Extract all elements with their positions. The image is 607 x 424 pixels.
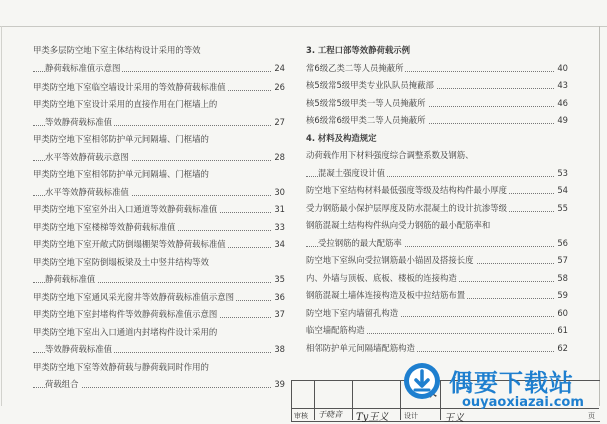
toc-page-number: 24 (274, 62, 285, 73)
toc-page-number: 56 (557, 237, 568, 248)
toc-entry-title: 4. 材料及构造规定 (306, 132, 377, 143)
toc-page-number: 62 (557, 342, 568, 353)
toc-entry (306, 308, 568, 319)
toc-entry (33, 99, 285, 110)
toc-page-number: 49 (557, 115, 568, 125)
toc-page-number: 46 (557, 97, 568, 108)
design-label: 设计 (404, 412, 418, 420)
toc-entry (306, 220, 568, 231)
page-label: 页 (588, 412, 595, 420)
toc-entry (306, 185, 568, 196)
toc-page-number: 60 (557, 307, 568, 318)
toc-entry-title: 等效静荷载标准值 (45, 344, 112, 354)
toc-entry (306, 80, 568, 91)
toc-entry (33, 344, 285, 355)
sheet-top-border (0, 26, 607, 27)
toc-page-number: 31 (274, 204, 285, 214)
toc-entry (306, 273, 568, 284)
toc-entry (33, 134, 285, 145)
toc-entry-title: 核5级常5级甲类专业队队员掩蔽部 (306, 80, 434, 90)
toc-page-number: 35 (274, 274, 285, 284)
toc-page-number: 36 (274, 291, 285, 302)
toc-entry-title: 混凝土强度设计值 (318, 167, 385, 178)
toc-entry (306, 98, 568, 109)
toc-entry (33, 379, 285, 390)
toc-entry-title: 甲类防空地下室封堵构件等效静荷载标准值示意图 (33, 309, 218, 319)
toc-entry-title: 静荷载标准值 (45, 274, 96, 284)
toc-entry-title: 3. 工程口部等效静荷载示例 (306, 45, 411, 55)
toc-entry (33, 152, 285, 163)
toc-entry-title: 荷载组合 (45, 379, 79, 389)
toc-page-number: 40 (557, 62, 568, 73)
signature: Ty王义 (356, 412, 389, 423)
toc-entry (306, 238, 568, 249)
toc-entry (33, 327, 285, 338)
toc-page-number: 43 (557, 80, 568, 90)
toc-page-number: 37 (274, 309, 285, 319)
toc-entry-title: 静荷载标准值示意图 (45, 62, 121, 73)
toc-page-number: 54 (557, 185, 568, 195)
toc-page-number: 27 (274, 116, 285, 127)
toc-entry (33, 169, 285, 180)
signer-name: 于晓音 (318, 410, 342, 419)
toc-page-number: 39 (274, 379, 285, 389)
toc-entry-title: 防空地下室结构材料最低强度等级及结构构件最小厚度 (306, 185, 507, 195)
toc-entry-title: 甲类防空地下室楼梯等效静荷载标准值 (33, 221, 176, 232)
toc-entry-title: 甲类多层防空地下室主体结构设计采用的等效 (33, 45, 201, 55)
toc-entry (33, 63, 285, 74)
toc-page-number: 53 (557, 167, 568, 178)
toc-entry (33, 117, 285, 128)
toc-entry-title: 防空地下室内墙留孔构造 (306, 307, 399, 318)
sheet-right-border (599, 26, 600, 406)
toc-entry (306, 255, 568, 266)
toc-entry-title: 甲类防空地下室相邻防护单元间隔墙、门框墙的 (33, 169, 209, 179)
toc-entry-title: 防空地下室纵向受拉钢筋最小锚固及搭接长度 (306, 255, 474, 265)
toc-entry-title: 等效静荷载标准值 (45, 116, 112, 127)
toc-page-number: 55 (557, 202, 568, 213)
toc-entry (33, 362, 285, 373)
designer-signature: 王义 (444, 413, 464, 424)
toc-page-number: 30 (274, 186, 285, 197)
toc-page-number: 33 (274, 221, 285, 232)
toc-entry (306, 115, 568, 126)
toc-entry-title: 常6级乙类二等人员掩蔽所 (306, 62, 404, 73)
toc-entry-title: 甲类防空地下室设计采用的直接作用在门框墙上的 (33, 99, 218, 109)
toc-entry-title: 动荷载作用下材料强度综合调整系数及钢筋、 (306, 150, 474, 160)
toc-page-number: 38 (274, 344, 285, 354)
toc-entry (33, 222, 285, 233)
title-block-rule (314, 380, 315, 420)
toc-left-column (33, 45, 285, 397)
toc-entry-title: 水平等效静荷载标准值 (45, 186, 129, 197)
toc-entry-title: 甲类防空地下室通风采光窗井等效静荷载标准值示意图 (33, 291, 234, 302)
watermark-url: ouyaoxiazai.com (462, 395, 584, 410)
toc-page-number: 59 (557, 290, 568, 300)
review-label: 审核 (294, 412, 308, 420)
toc-entry-title: 内、外墙与顶板、底板、楼板的连接构造 (306, 272, 457, 283)
toc-entry-title: 钢筋混凝土墙体连接构造及板中拉结筋布置 (306, 290, 466, 300)
toc-entry (33, 239, 285, 250)
toc-entry-title: 钢筋混凝土结构构件纵向受力钢筋的最小配筋率和 (306, 220, 491, 230)
toc-page-number: 58 (557, 272, 568, 283)
toc-entry-title: 受力钢筋最小保护层厚度及防水混凝土的设计抗渗等级 (306, 202, 507, 213)
toc-entry-title: 甲类防空地下室开敞式防倒塌棚架等效静荷载标准值 (33, 239, 226, 249)
toc-entry-title: 受拉钢筋的最大配筋率 (318, 237, 402, 248)
toc-entry-title: 甲类防空地下室相邻防护单元间隔墙、门框墙的 (33, 134, 209, 144)
toc-page-number: 57 (557, 255, 568, 265)
toc-entry (306, 63, 568, 74)
toc-entry (33, 309, 285, 320)
toc-entry (306, 203, 568, 214)
toc-entry (306, 168, 568, 179)
toc-entry (33, 204, 285, 215)
watermark-title: 偶要下载站 (449, 369, 574, 397)
toc-entry (306, 325, 568, 336)
toc-page-number: 34 (274, 239, 285, 249)
toc-entry-title: 核6级常6级甲类二等人员掩蔽所 (306, 115, 426, 125)
toc-section-heading (306, 45, 568, 56)
toc-entry-title: 甲类防空地下室临空墙设计采用的等效静荷载标准值 (33, 81, 226, 92)
toc-entry-title: 临空墙配筋构造 (306, 325, 365, 335)
toc-entry (33, 274, 285, 285)
toc-entry-title: 甲类防空地下室出入口通道内封堵构件设计采用的 (33, 326, 218, 337)
toc-entry (306, 343, 568, 354)
toc-page-number: 26 (274, 81, 285, 92)
toc-page-number: 61 (557, 325, 568, 335)
toc-section-heading (306, 133, 568, 144)
toc-entry (33, 292, 285, 303)
sheet-left-border (1, 26, 2, 406)
toc-right-column (306, 45, 568, 360)
toc-entry-title: 甲类防空地下室室外出入口通道等效静荷载标准值 (33, 204, 218, 214)
download-site-logo-icon (402, 361, 442, 401)
toc-entry (33, 257, 285, 268)
title-block-rule (352, 380, 353, 420)
watermark (400, 359, 600, 421)
toc-entry-title: 甲类防空地下室防倒塌板梁及土中竖井结构等效 (33, 256, 209, 267)
toc-entry (33, 82, 285, 93)
toc-entry-title: 核5级常5级甲类一等人员掩蔽所 (306, 97, 426, 108)
toc-entry-title: 水平等效静荷载示意图 (45, 151, 129, 162)
toc-entry (33, 45, 285, 56)
toc-entry (306, 290, 568, 301)
toc-entry-title: 甲类防空地下室等效静荷载与静荷载同时作用的 (33, 361, 209, 372)
toc-entry (306, 150, 568, 161)
toc-page-number: 28 (274, 151, 285, 162)
toc-entry (33, 187, 285, 198)
toc-entry-title: 相邻防护单元间隔墙配筋构造 (306, 342, 415, 353)
